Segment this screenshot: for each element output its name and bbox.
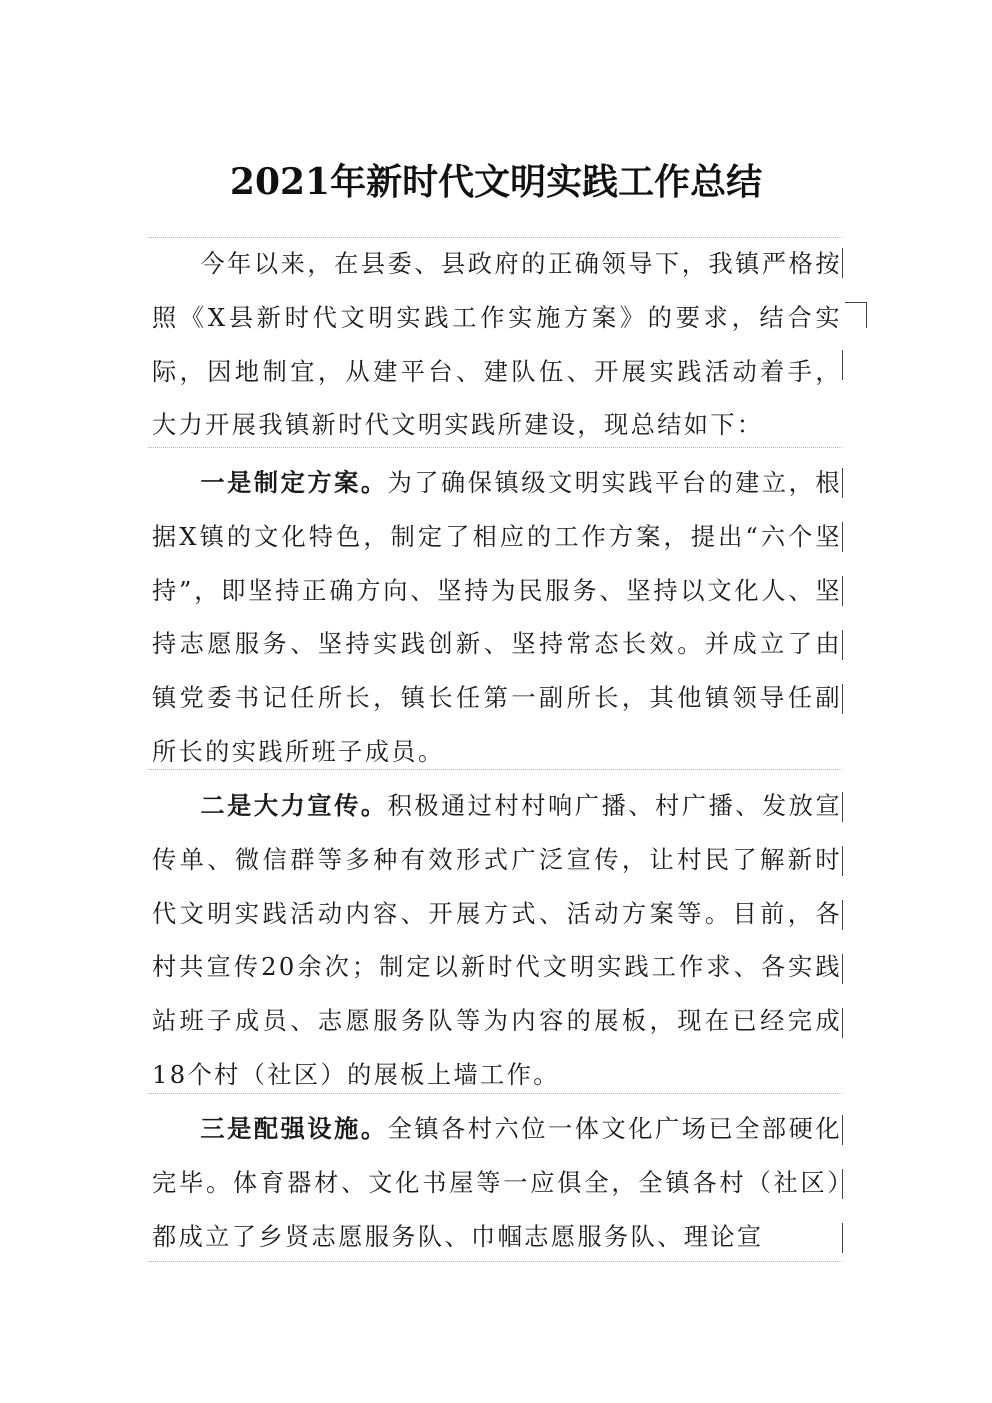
section-paragraph-2 — [152, 779, 842, 1103]
intro-paragraph: 今年以来，在县委、县政府的正确领导下，我镇严格按照《X县新时代文明实践工作实施方案》的要求，结合实际，因地制宜，从建平台、建队伍、开展实践活动着手，大力开展我镇新时代文明实践所建设，现总结如下： — [152, 250, 842, 440]
margin-bar — [842, 684, 843, 714]
section-lead-3: 三是配强设施。 — [200, 1114, 388, 1143]
margin-bar — [842, 792, 843, 822]
margin-bar — [842, 1223, 843, 1253]
margin-bar — [842, 248, 843, 278]
section-paragraph-1 — [152, 456, 842, 780]
margin-bar — [842, 900, 843, 930]
document-title: 2021年新时代文明实践工作总结 — [229, 161, 763, 203]
section-lead-1: 一是制定方案。 — [200, 468, 388, 497]
section-body-3: 全镇各村六位一体文化广场已全部硬化完毕。体育器材、文化书屋等一应俱全，全镇各村（社区）都成立了乡贤志愿服务队、巾帼志愿服务队、理论宣 — [152, 1115, 842, 1251]
section-paragraph-3 — [152, 1102, 842, 1264]
margin-bar — [842, 630, 843, 660]
section-body-2: 积极通过村村响广播、村广播、发放宣传单、微信群等多种有效形式广泛宣传，让村民了解新时代文明实践活动内容、开展方式、活动方案等。目前，各村共宣传20余次；制定以新时代文明实践工作求、各实践站班子成员、志愿服务队等为内容的展板，现在已经完成18个村（社区）的展板上墙工作。 — [152, 792, 842, 1089]
margin-bar — [842, 576, 843, 606]
margin-bar — [842, 468, 843, 498]
margin-bar — [842, 350, 843, 380]
margin-corner-mark — [845, 302, 867, 328]
margin-bar — [842, 1008, 843, 1038]
margin-bar — [842, 954, 843, 984]
margin-bar — [842, 522, 843, 552]
margin-bar — [842, 846, 843, 876]
margin-bar — [842, 1169, 843, 1199]
section-lead-2: 二是大力宣传。 — [200, 791, 388, 820]
section-body-1: 为了确保镇级文明实践平台的建立，根据X镇的文化特色，制定了相应的工作方案，提出“六个坚持”，即坚持正确方向、坚持为民服务、坚持以文化人、坚持志愿服务、坚持实践创新、坚持常态长效。并成立了由镇党委书记任所长，镇长任第一副所长，其他镇领导任副所长的实践所班子成员。 — [152, 469, 842, 766]
margin-bar — [842, 1115, 843, 1145]
